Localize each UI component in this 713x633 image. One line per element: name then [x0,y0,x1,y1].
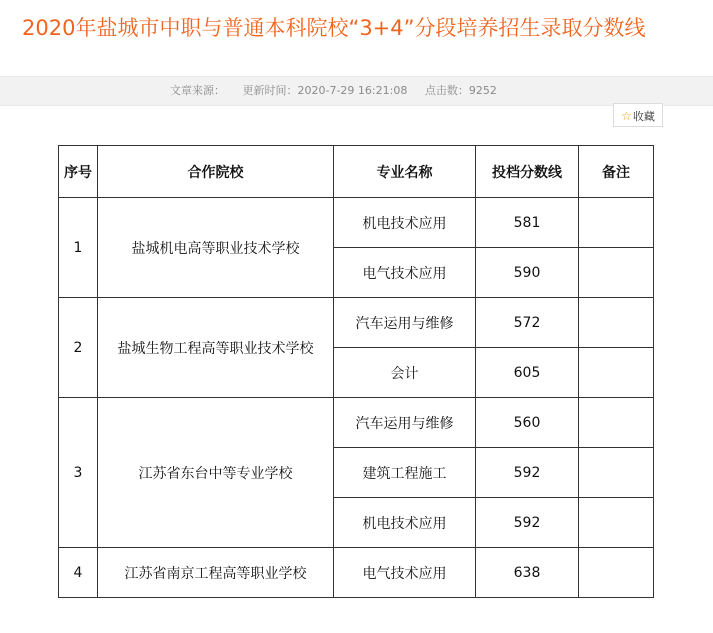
article-title: 2020年盐城市中职与普通本科院校“3+4”分段培养招生录取分数线 [22,16,646,40]
note-cell [579,398,654,448]
article-meta [170,77,511,105]
click-count: 点击数：9252 [424,84,497,97]
header-school: 合作院校 [98,146,334,198]
favorite-button[interactable] [613,103,663,127]
table-row [59,198,654,248]
score-cell: 592 [476,448,579,498]
score-cell: 605 [476,348,579,398]
update-time: 更新时间：2020-7-29 16:21:08 [242,84,408,97]
source-label: 文章来源： [170,84,225,97]
seq-cell: 3 [59,398,98,548]
header-note: 备注 [579,146,654,198]
score-cell: 572 [476,298,579,348]
header-score: 投档分数线 [476,146,579,198]
major-cell: 汽车运用与维修 [334,298,476,348]
header-major: 专业名称 [334,146,476,198]
table-row [59,298,654,348]
header-seq: 序号 [59,146,98,198]
note-cell [579,498,654,548]
major-cell: 机电技术应用 [334,498,476,548]
article-meta-bar [0,76,713,106]
school-cell: 盐城机电高等职业技术学校 [98,198,334,298]
score-cell: 560 [476,398,579,448]
score-cell: 638 [476,548,579,598]
note-cell [579,448,654,498]
note-cell [579,548,654,598]
score-table [58,145,654,598]
note-cell [579,248,654,298]
major-cell: 汽车运用与维修 [334,398,476,448]
note-cell [579,348,654,398]
score-cell: 590 [476,248,579,298]
seq-cell: 4 [59,548,98,598]
major-cell: 建筑工程施工 [334,448,476,498]
table-body [59,198,654,598]
school-cell: 江苏省东台中等专业学校 [98,398,334,548]
major-cell: 电气技术应用 [334,248,476,298]
major-cell: 机电技术应用 [334,198,476,248]
score-cell: 592 [476,498,579,548]
major-cell: 会计 [334,348,476,398]
score-cell: 581 [476,198,579,248]
note-cell [579,198,654,248]
table-row [59,398,654,448]
table-header-row [59,146,654,198]
favorite-label: 收藏 [632,110,655,123]
star-icon: ☆ [621,109,632,123]
school-cell: 盐城生物工程高等职业技术学校 [98,298,334,398]
note-cell [579,298,654,348]
table-row [59,548,654,598]
seq-cell: 1 [59,198,98,298]
seq-cell: 2 [59,298,98,398]
major-cell: 电气技术应用 [334,548,476,598]
school-cell: 江苏省南京工程高等职业学校 [98,548,334,598]
